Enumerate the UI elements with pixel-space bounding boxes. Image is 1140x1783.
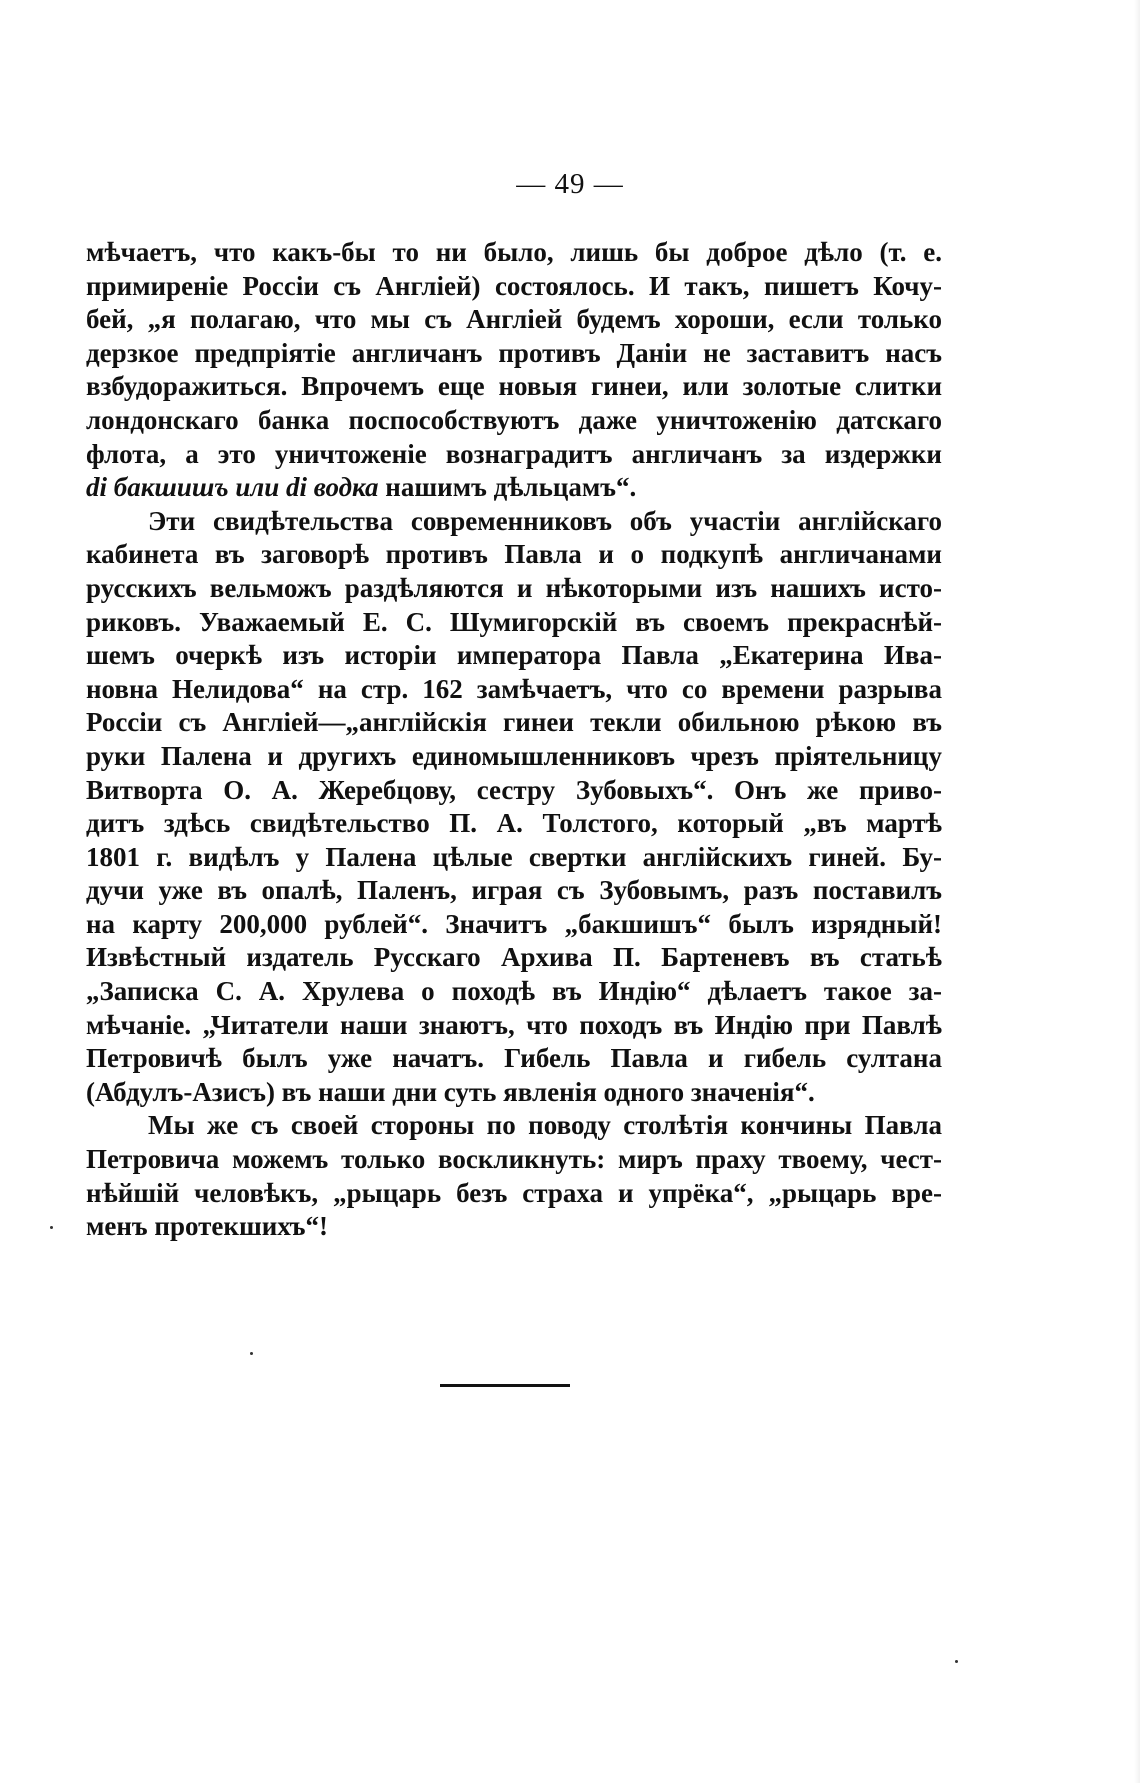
text-line: Петровича можемъ только воскликнуть: миръ праху твоему, чест-: [86, 1144, 942, 1175]
text-line: (Абдулъ-Азисъ) въ наши дни суть явленiя одного значенiя“.: [86, 1076, 815, 1107]
text-line: на карту 200,000 рублей“. Значитъ „бакшишъ“ былъ изрядный!: [86, 908, 942, 939]
text-line: взбудоражиться. Впрочемъ еще новыя гинеи, или золотые слитки: [86, 371, 942, 402]
paragraph-2: [86, 505, 942, 1110]
text-line: дучи уже въ опалѣ, Паленъ, играя съ Зубовымъ, разъ поставилъ: [86, 875, 942, 906]
page-edge-shade: [1134, 0, 1140, 1783]
text-line: „Записка С. А. Хрулева о походѣ въ Индiю“ дѣлаетъ такое за-: [86, 976, 942, 1007]
page-number: — 49 —: [516, 168, 624, 200]
text-line: новна Нелидова“ на стр. 162 замѣчаетъ, что со времени разрыва: [86, 673, 942, 704]
text-line: 1801 г. видѣлъ у Палена цѣлые свертки англiйскихъ гиней. Бу-: [86, 841, 942, 872]
text-line: бей, „я полагаю, что мы съ Англiей будемъ хороши, если только: [86, 304, 942, 335]
text-line: дерзкое предпрiятiе англичанъ противъ Данiи не заставитъ насъ: [86, 337, 942, 368]
text-line: примиренiе Россiи съ Англiей) состоялось. И такъ, пишетъ Кочу-: [86, 270, 942, 301]
scan-speck: [50, 1226, 53, 1229]
text-line: Мы же съ своей стороны по поводу столѣтiя кончины Павла: [148, 1110, 942, 1141]
paragraph-3: [86, 1109, 942, 1243]
text-line: флота, а это уничтоженiе вознаградитъ англичанъ за издержки: [86, 438, 942, 469]
text-line: Витворта О. А. Жеребцову, сестру Зубовыхъ“. Онъ же приво-: [86, 774, 942, 805]
text-line: русскихъ вельможъ раздѣляются и нѣкоторыми изъ нашихъ исто-: [86, 572, 942, 603]
text-line: руки Палена и другихъ единомышленниковъ чрезъ прiятельницу: [86, 740, 942, 771]
text-line: мѣчаетъ, что какъ-бы то ни было, лишь бы доброе дѣло (т. е.: [86, 237, 942, 267]
end-rule: [440, 1384, 570, 1387]
italic-phrase: di бакшишъ или di водка: [86, 472, 379, 503]
text-line: Извѣстный издатель Русскаго Архива П. Бартеневъ въ статьѣ: [86, 942, 942, 973]
text-line: риковъ. Уважаемый Е. С. Шумигорскiй въ своемъ прекраснѣй-: [86, 606, 942, 637]
scan-speck: [955, 1660, 958, 1663]
text-line: Эти свидѣтельства современниковъ объ участiи англiйскаго: [148, 505, 942, 536]
text-line: мѣчанiе. „Читатели наши знаютъ, что походъ въ Индiю при Павлѣ: [86, 1009, 942, 1040]
scan-speck: [250, 1352, 253, 1355]
text-line: нѣйшiй человѣкъ, „рыцарь безъ страха и упрёка“, „рыцарь вре-: [86, 1177, 942, 1208]
paragraph-1: [86, 236, 942, 505]
text-line: менъ протекшихъ“!: [86, 1211, 328, 1242]
body-text: [86, 236, 942, 1244]
text-line: Россiи съ Англiей—„англiйскiя гинеи текли обильною рѣкою въ: [86, 707, 942, 738]
text-line: дитъ здѣсь свидѣтельство П. А. Толстого, который „въ мартѣ: [86, 808, 942, 839]
text-span: нашимъ дѣльцамъ“.: [378, 472, 637, 503]
text-line: кабинета въ заговорѣ противъ Павла и о подкупѣ англичанами: [86, 539, 942, 570]
text-line: лондонскаго банка поспособствуютъ даже уничтоженiю датскаго: [86, 404, 942, 435]
text-line: Петровичѣ былъ уже начатъ. Гибель Павла и гибель султана: [86, 1043, 942, 1074]
text-line: шемъ очеркѣ изъ исторiи императора Павла „Екатерина Ива-: [86, 640, 942, 671]
text-line: [86, 471, 942, 505]
